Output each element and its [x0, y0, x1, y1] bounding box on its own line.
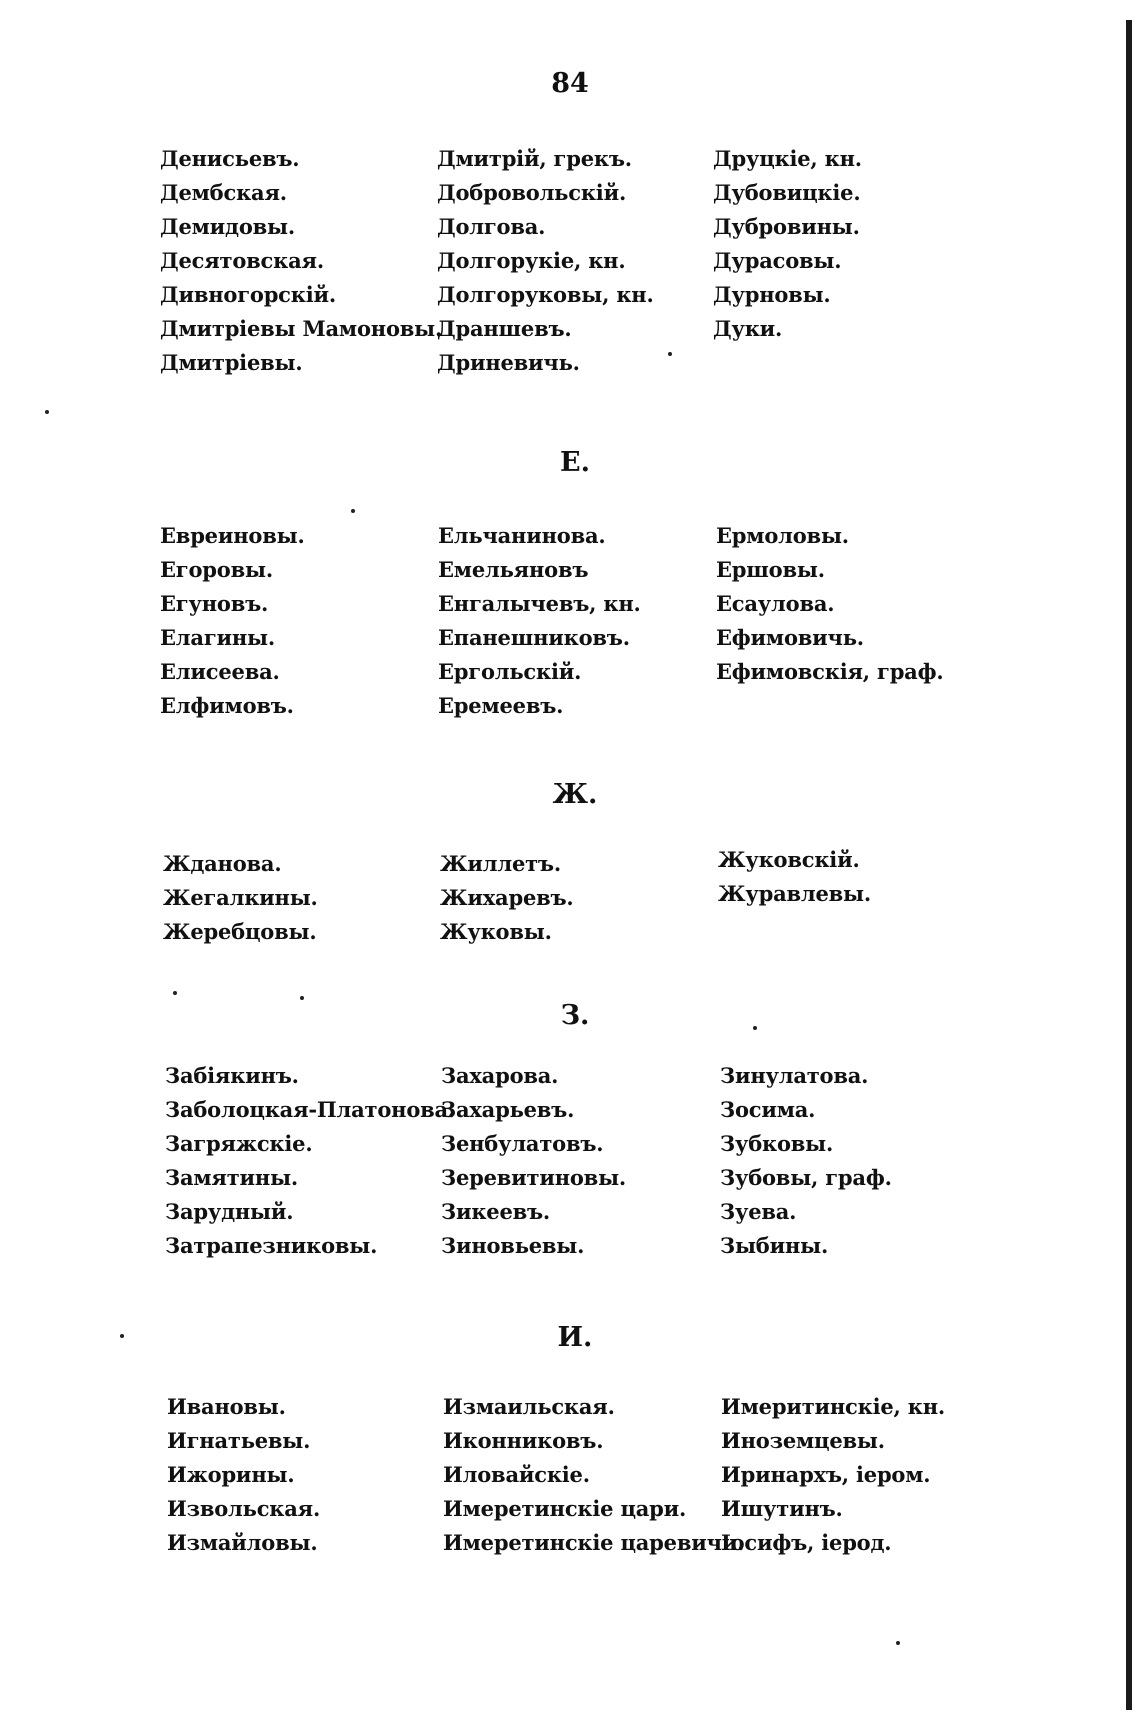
scan-speck [351, 509, 355, 513]
list-item: Замятины. [165, 1165, 299, 1190]
page-number: 84 [551, 68, 589, 99]
list-item: Дурновы. [713, 282, 831, 307]
list-item: Дмитріевы. [160, 350, 303, 375]
scan-speck [896, 1641, 900, 1645]
scan-speck [300, 996, 304, 1000]
list-item: Дуки. [713, 316, 783, 341]
scan-speck [120, 1334, 124, 1338]
list-item: Измайловы. [167, 1530, 318, 1555]
list-item: Ермоловы. [716, 523, 849, 548]
list-item: Іосифъ, іерод. [721, 1530, 892, 1555]
list-item: Жуковскій. [718, 847, 860, 872]
list-item: Демидовы. [160, 214, 296, 239]
scan-speck [45, 410, 49, 414]
list-item: Ивановы. [167, 1394, 286, 1419]
list-item: Жиллетъ. [440, 851, 561, 876]
list-item: Добровольскій. [437, 180, 627, 205]
list-item: Енгалычевъ, кн. [438, 591, 641, 616]
list-item: Загряжскіе. [165, 1131, 313, 1156]
list-item: Дурасовы. [713, 248, 842, 273]
section-heading-zh: Ж. [552, 779, 598, 810]
section-e-column-3 [716, 519, 943, 689]
section-zh-column-1 [163, 847, 318, 949]
section-heading-i: И. [557, 1322, 593, 1353]
list-item: Дубровины. [713, 214, 860, 239]
list-item: Еремеевъ. [438, 693, 564, 718]
list-item: Елисеева. [160, 659, 280, 684]
list-item: Десятовская. [160, 248, 324, 273]
list-item: Дриневичь. [437, 350, 580, 375]
list-item: Зыбины. [720, 1233, 829, 1258]
list-item: Зинулатова. [720, 1063, 869, 1088]
section-z-column-2 [441, 1059, 626, 1263]
list-item: Ижорины. [167, 1462, 295, 1487]
list-item: Епанешниковъ. [438, 625, 630, 650]
list-item: Зеревитиновы. [441, 1165, 627, 1190]
list-item: Забіякинъ. [165, 1063, 299, 1088]
section-i-column-2 [443, 1390, 744, 1560]
list-item: Зуева. [720, 1199, 797, 1224]
section-heading-z: З. [560, 1000, 590, 1031]
list-item: Егоровы. [160, 557, 273, 582]
list-item: Денисьевъ. [160, 146, 300, 171]
list-item: Затрапезниковы. [165, 1233, 378, 1258]
list-item: Захарова. [441, 1063, 559, 1088]
list-item: Измаильская. [443, 1394, 615, 1419]
list-item: Дембская. [160, 180, 287, 205]
list-item: Жихаревъ. [440, 885, 574, 910]
section-i-column-3 [721, 1390, 945, 1560]
list-item: Зарудный. [165, 1199, 294, 1224]
list-item: Ишутинъ. [721, 1496, 843, 1521]
list-item: Елфимовъ. [160, 693, 294, 718]
list-item: Дивногорскій. [160, 282, 336, 307]
scan-speck [173, 991, 177, 995]
list-item: Егуновъ. [160, 591, 269, 616]
list-item: Зикеевъ. [441, 1199, 551, 1224]
list-item: Ергольскій. [438, 659, 582, 684]
list-item: Долгоруковы, кн. [437, 282, 654, 307]
list-item: Дмитріевы Мамоновы. [160, 316, 443, 341]
list-item: Иринархъ, іером. [721, 1462, 931, 1487]
list-item: Друцкіе, кн. [713, 146, 862, 171]
section-heading-e: Е. [560, 447, 590, 478]
list-item: Захарьевъ. [441, 1097, 575, 1122]
section-z-column-1 [165, 1059, 455, 1263]
list-item: Игнатьевы. [167, 1428, 311, 1453]
list-item: Зубковы. [720, 1131, 834, 1156]
list-item: Имеретинскіе царевичи. [443, 1530, 745, 1555]
section-e-column-2 [438, 519, 641, 723]
list-item: Драншевъ. [437, 316, 572, 341]
list-item: Евреиновы. [160, 523, 305, 548]
list-item: Ершовы. [716, 557, 825, 582]
section-d-column-1 [160, 142, 442, 380]
list-item: Имеритинскіе, кн. [721, 1394, 946, 1419]
section-zh-column-2 [440, 847, 574, 949]
section-zh-column-3 [718, 843, 871, 911]
list-item: Зиновьевы. [441, 1233, 585, 1258]
list-item: Долгорукіе, кн. [437, 248, 626, 273]
list-item: Жуковы. [440, 919, 552, 944]
list-item: Дмитрій, грекъ. [437, 146, 632, 171]
list-item: Имеретинскіе цари. [443, 1496, 687, 1521]
list-item: Есаулова. [716, 591, 835, 616]
list-item: Иловайскіе. [443, 1462, 590, 1487]
list-item: Ефимовскія, граф. [716, 659, 944, 684]
list-item: Елагины. [160, 625, 275, 650]
list-item: Жеребцовы. [163, 919, 317, 944]
page-edge-shadow [1126, 20, 1132, 1710]
list-item: Жданова. [163, 851, 282, 876]
scan-speck [753, 1026, 757, 1030]
list-item: Дубовицкіе. [713, 180, 861, 205]
list-item: Долгова. [437, 214, 546, 239]
section-z-column-3 [720, 1059, 892, 1263]
section-e-column-1 [160, 519, 305, 723]
list-item: Зосима. [720, 1097, 816, 1122]
list-item: Зенбулатовъ. [441, 1131, 604, 1156]
list-item: Журавлевы. [718, 881, 871, 906]
list-item: Иконниковъ. [443, 1428, 604, 1453]
list-item: Извольская. [167, 1496, 321, 1521]
section-i-column-1 [167, 1390, 320, 1560]
list-item: Жегалкины. [163, 885, 318, 910]
section-d-column-3 [713, 142, 862, 346]
list-item: Заболоцкая-Платонова. [165, 1097, 456, 1122]
list-item: Емельяновъ [438, 557, 589, 582]
section-d-column-2 [437, 142, 654, 380]
list-item: Иноземцевы. [721, 1428, 885, 1453]
list-item: Зубовы, граф. [720, 1165, 892, 1190]
list-item: Ельчанинова. [438, 523, 606, 548]
list-item: Ефимовичь. [716, 625, 864, 650]
scan-speck [668, 352, 672, 356]
